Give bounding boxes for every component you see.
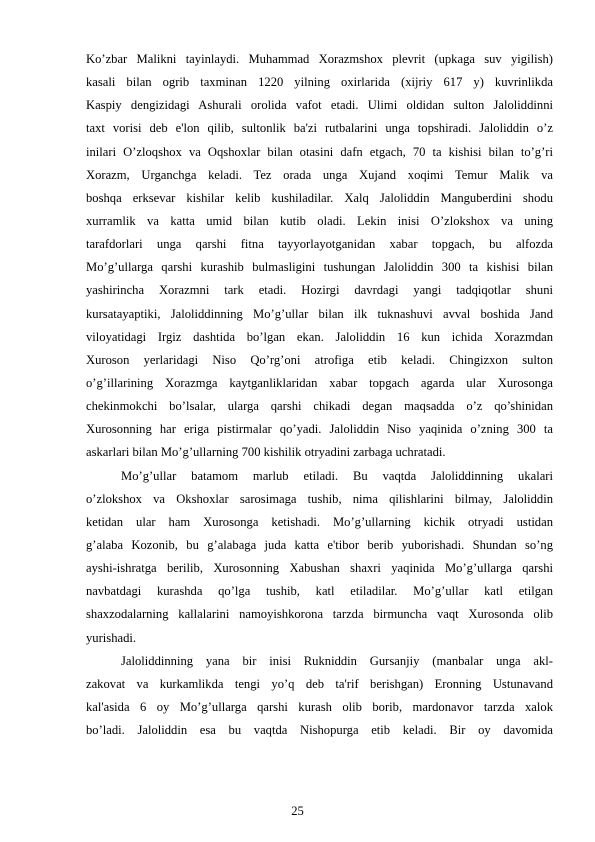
- text-line: bo’ladi. Jaloliddin esa bu vaqtda Nishopurga etib keladi. Bir oy davomida: [86, 723, 553, 738]
- text-line: inilari O’zloqshox va Oqshoxlar bilan otasini dafn etgach, 70 ta kishisi bilan to’g’ri: [86, 144, 553, 159]
- text-line: viloyatidagi Irgiz dashtida bo’lgan ekan. Jaloliddin 16 kun ichida Xorazmdan: [86, 329, 553, 344]
- text-line: taxt vorisi deb e'lon qilib, sultonlik ba'zi rutbalarini unga topshiradi. Jaloliddin o’z: [86, 121, 553, 136]
- text-line: g’alaba Kozonib, bu g’alabaga juda katta e'tibor berib yuborishadi. Shundan so’ng: [86, 537, 553, 552]
- text-line: Mo’g’ullarga qarshi kurashib bulmasligini tushungan Jaloliddin 300 ta kishisi bilan: [86, 260, 553, 275]
- text-line: Xurosonning har eriga pistirmalar qo’yadi. Jaloliddin Niso yaqinida o’zning 300 ta: [86, 422, 553, 437]
- text-line: chekinmokchi bo’lsalar, ularga qarshi chikadi degan maqsadda o’z qo’shinidan: [86, 399, 553, 414]
- text-line: navbatdagi kurashda qo’lga tushib, katl etiladilar. Mo’g’ullar katl etilgan: [86, 584, 553, 599]
- text-line: xurramlik va katta umid bilan kutib oladi. Lekin inisi O’zlokshox va uning: [86, 213, 553, 228]
- text-line: kasali bilan ogrib taxminan 1220 yilning oxirlarida (xijriy 617 y) kuvrinlikda: [86, 75, 553, 90]
- text-line: ayshi-ishratga berilib, Xurosonning Xabushan shaxri yaqinida Mo’g’ullarga qarshi: [86, 561, 553, 576]
- text-line: yashirincha Xorazmni tark etadi. Hozirgi davrdagi yangi tadqiqotlar shuni: [86, 283, 553, 298]
- text-line: Kaspiy dengizidagi Ashurali orolida vafot etadi. Ulimi oldidan sulton Jaloliddinni: [86, 98, 553, 113]
- page-number: 25: [291, 804, 304, 818]
- text-line: tarafdorlari unga qarshi fitna tayyorlayotganidan xabar topgach, bu alfozda: [86, 237, 553, 252]
- text-line: o’zlokshox va Okshoxlar sarosimaga tushib, nima qilishlarini bilmay, Jaloliddin: [86, 491, 553, 506]
- text-line: Xorazm, Urganchga keladi. Tez orada unga Xujand xoqimi Temur Malik va: [86, 167, 553, 182]
- text-line: askarlari bilan Mo’g’ullarning 700 kishilik otryadini zarbaga uchratadi.: [86, 445, 446, 460]
- text-line: zakovat va kurkamlikda tengi yo’q deb ta'rif berishgan) Eronning Ustunavand: [86, 676, 553, 691]
- text-line: Jaloliddinning yana bir inisi Rukniddin Gursanjiy (manbalar unga akl-: [121, 653, 553, 668]
- text-line: Ko’zbar Malikni tayinlaydi. Muhammad Xorazmshox plevrit (upkaga suv yigilish): [86, 52, 553, 66]
- text-line: o’g’illarining Xorazmga kaytganliklaridan xabar topgach agarda ular Xurosonga: [86, 375, 553, 390]
- text-line: yurishadi.: [86, 630, 137, 645]
- document-body: [86, 48, 553, 742]
- text-line: kal'asida 6 oy Mo’g’ullarga qarshi kurash olib borib, mardonavor tarzda xalok: [86, 699, 553, 714]
- text-line: boshqa erksevar kishilar kelib kushiladilar. Xalq Jaloliddin Manguberdini shodu: [86, 190, 553, 205]
- text-line: kursatayaptiki, Jaloliddinning Mo’g’ullar bilan ilk tuknashuvi avval boshida Jand: [86, 306, 553, 321]
- paragraph: [86, 465, 553, 650]
- text-line: ketidan ular ham Xurosonga ketishadi. Mo’g’ullarning kichik otryadi ustidan: [86, 514, 553, 529]
- text-line: shaxzodalarning kallalarini namoyishkorona tarzda birmuncha vaqt Xurosonda olib: [86, 607, 553, 622]
- paragraph: [86, 48, 553, 465]
- text-line: Xuroson yerlaridagi Niso Qo’rg’oni atrofiga etib keladi. Chingizxon sulton: [86, 352, 553, 367]
- text-line: Mo’g’ullar batamom marlub etiladi. Bu vaqtda Jaloliddinning ukalari: [121, 468, 553, 483]
- paragraph: [86, 650, 553, 743]
